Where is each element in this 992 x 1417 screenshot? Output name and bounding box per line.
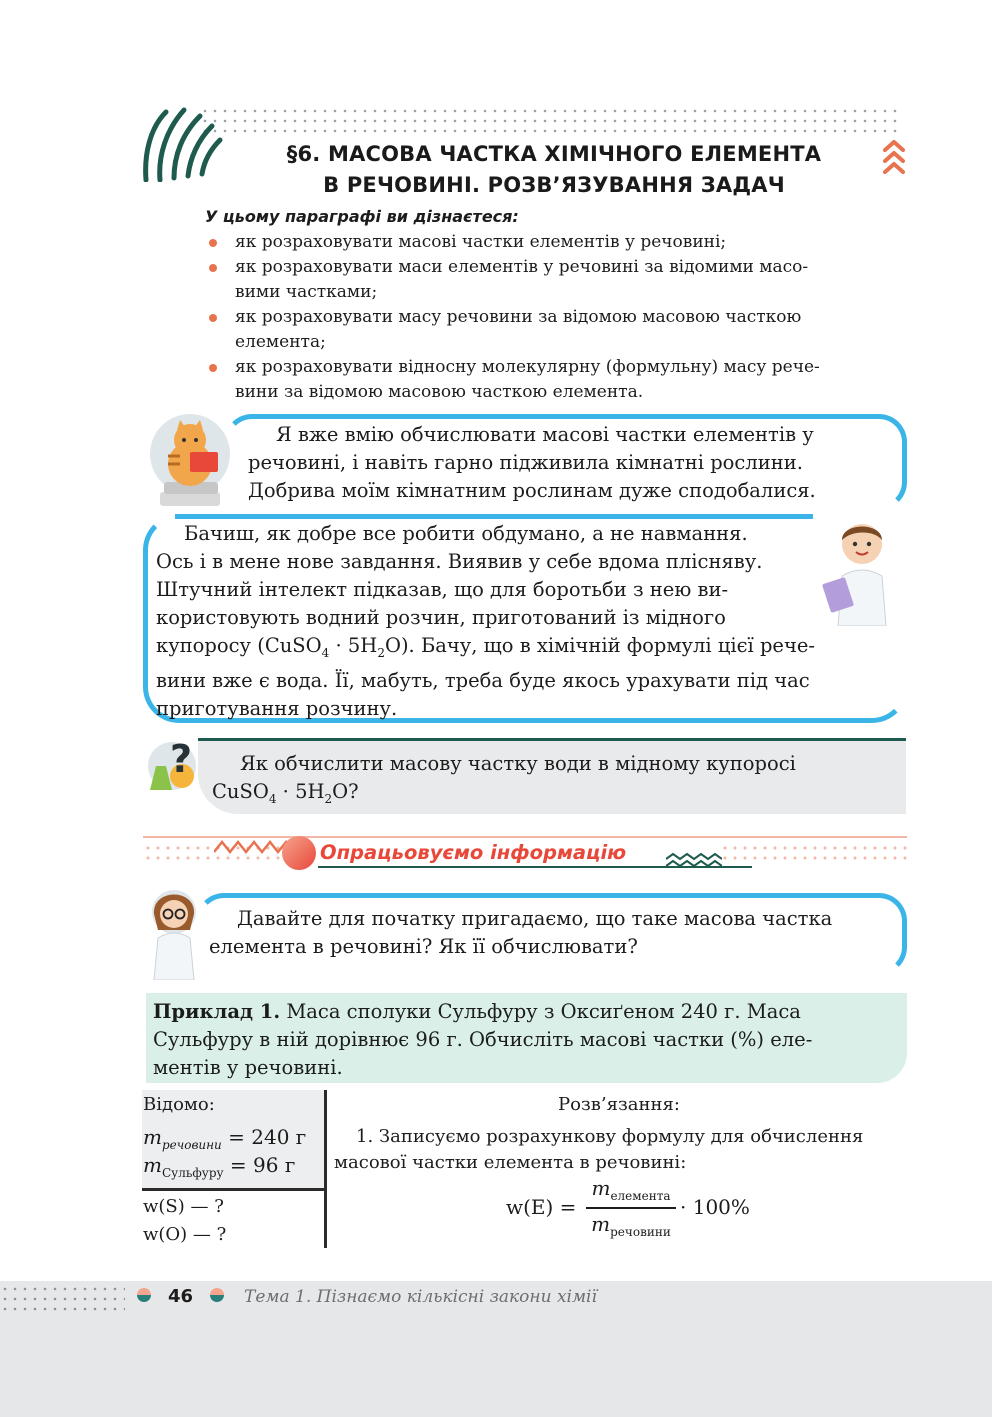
table-vertical-divider [324, 1090, 327, 1248]
list-item: як розраховувати маси елементів у речовині за відомими масо- вими частками; [203, 255, 903, 305]
question-flask-icon [142, 736, 206, 794]
section-dots-decoration-right [720, 843, 908, 863]
zigzag-icon-green [666, 852, 722, 868]
header-dots-decoration [200, 106, 900, 136]
cat-reading-icon [150, 412, 230, 512]
solution-heading: Розв’язання: [558, 1094, 680, 1115]
table-horizontal-divider [142, 1188, 327, 1191]
formula-denominator: $m_{речовини}$ [591, 1212, 671, 1239]
given-mass-substance: $m_{речовини} = 240$ г [143, 1125, 307, 1152]
goals-list [203, 230, 903, 405]
section-heading: Опрацьовуємо інформацію [320, 841, 627, 864]
page-title: §6. МАСОВА ЧАСТКА ХІМІЧНОГО ЕЛЕМЕНТА В РЕЧОВИНІ. РОЗВ’ЯЗУВАННЯ ЗАДАЧ [286, 142, 822, 197]
dialog-text-boy: Бачиш, як добре все робити обдумано, а не навмання. Ось і в мене нове завдання. Виявив у себе вдома плісняву. Штучний інтелект підказав, що для боротьби з нею ви- користовують водний розчин, приготований із мідного купоросу (CuSO$_4$ · $5H_2O$). Бачу, що в хімічній формулі цієї рече- вини вже є вода. Її, мабуть, треба буде якось урахувати під час приготування розчину. [156, 522, 815, 720]
dialog-text-cat: Я вже вмію обчислювати масові частки елементів у речовині, і навіть гарно підживила кімнатні рослини. Добрива моїм кімнатним рослинам дуже сподобалися. [248, 423, 816, 502]
formula-rhs: · 100% [680, 1195, 750, 1219]
find-sulfur: w(S) — ? [143, 1196, 224, 1217]
fraction-bar [586, 1207, 676, 1209]
teacher-avatar-icon [146, 884, 202, 980]
example-text: Приклад 1. Маса сполуки Сульфуру з Оксиґеном 240 г. Маса Сульфуру в ній дорівнює 96 г. Обчисліть масові частки (%) еле- ментів у речовині. [153, 1000, 813, 1079]
formula [506, 1176, 806, 1244]
page-number: 46 [168, 1286, 194, 1307]
given-mass-sulfur: $m_{Сульфуру} = 96$ г [143, 1153, 296, 1180]
footer-dots-decoration [0, 1284, 125, 1314]
svg-text:?: ? [170, 737, 193, 781]
intro-heading: У цьому параграфі ви дізнаєтеся: [205, 207, 519, 226]
footer-dot-left-icon [137, 1288, 151, 1302]
find-oxygen: w(O) — ? [143, 1224, 227, 1245]
given-heading: Відомо: [143, 1094, 215, 1115]
question-text: Як обчислити масову частку води в мідному купоросі CuSO$_4$ · $5H_2O$? [212, 752, 796, 806]
list-item: як розраховувати масу речовини за відомою масовою часткою елемента; [203, 305, 903, 355]
footer-dot-right-icon [210, 1288, 224, 1302]
formula-numerator: $m_{елемента}$ [591, 1176, 671, 1203]
question-top-rule [198, 738, 906, 741]
footer-topic: Тема 1. Пізнаємо кількісні закони хімії [244, 1287, 597, 1307]
list-item: як розраховувати масові частки елементів у речовині; [203, 230, 903, 255]
dialog-text-teacher: Давайте для початку пригадаємо, що таке масова частка елемента в речовині? Як її обчислювати? [209, 907, 833, 958]
solution-step-1: 1. Записуємо розрахункову формулу для обчислення масової частки елемента в речовині: [334, 1126, 864, 1173]
bubble-top-edge [175, 514, 813, 519]
section-circle-icon [282, 836, 316, 870]
list-item: як розраховувати відносну молекулярну (формульну) масу рече- вини за відомою масовою часткою елемента. [203, 355, 903, 405]
formula-lhs: w(E) = [506, 1195, 577, 1219]
